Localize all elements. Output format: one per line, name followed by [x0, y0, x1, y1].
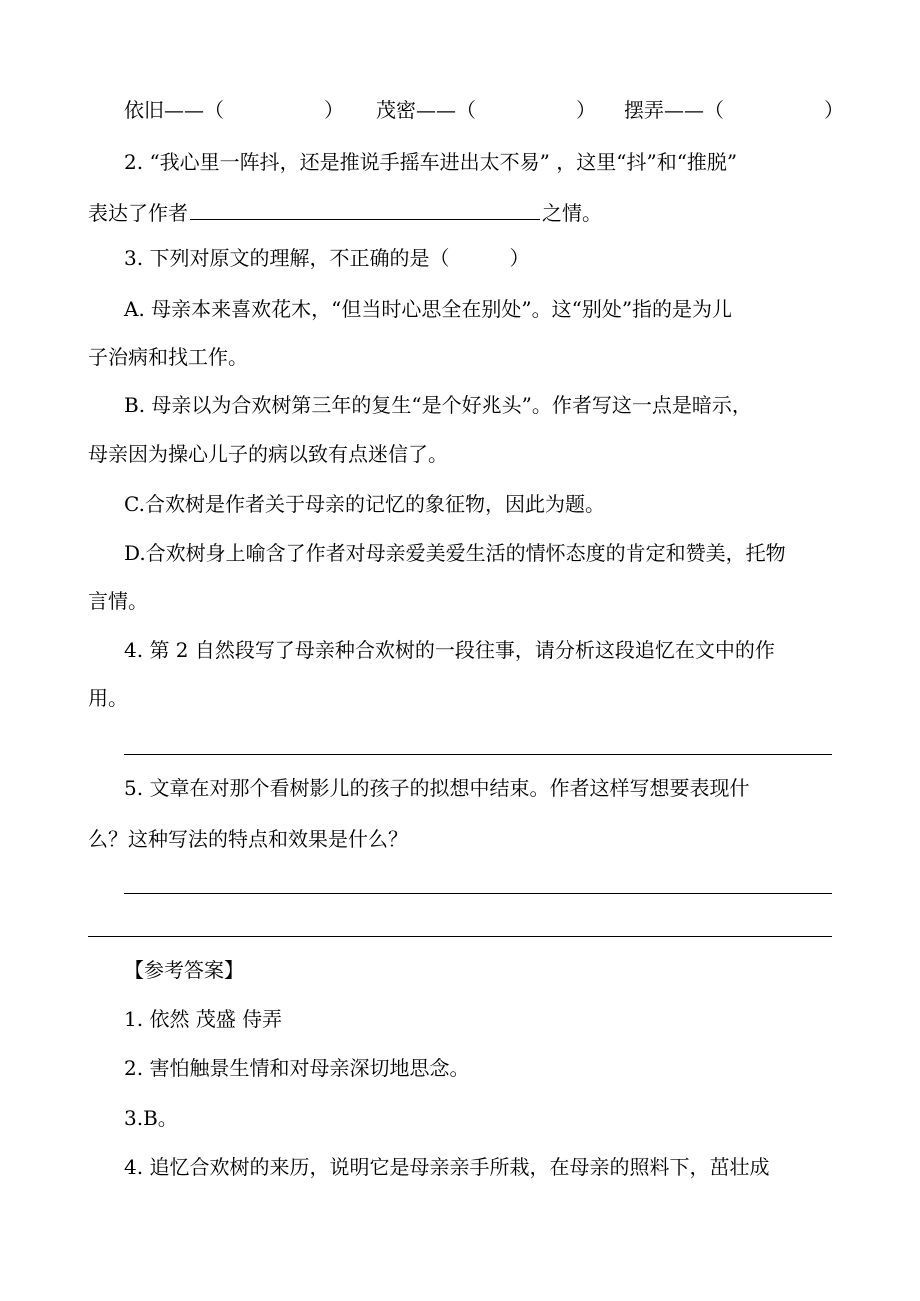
- option-d-line2: 言情。: [88, 589, 148, 613]
- answer-line-q4[interactable]: [124, 754, 832, 755]
- vocab-word: 依旧: [124, 98, 164, 122]
- vocab-word: 茂密: [376, 98, 416, 122]
- question-5-line2: 么？这种写法的特点和效果是什么？: [88, 827, 408, 851]
- option-a-line1: A. 母亲本来喜欢花木，“但当时心思全在别处”。这“别处”指的是为儿: [124, 297, 733, 321]
- answers-heading: 【参考答案】: [124, 958, 244, 982]
- vocab-blank[interactable]: （ ）: [456, 98, 596, 122]
- answer-2: 2. 害怕触景生情和对母亲深切地思念。: [124, 1056, 470, 1080]
- option-c: C.合欢树是作者关于母亲的记忆的象征物，因此为题。: [124, 492, 605, 516]
- answer-4-line1: 4. 追忆合欢树的来历，说明它是母亲亲手所栽，在母亲的照料下，茁壮成: [124, 1155, 770, 1179]
- answer-blank-q2[interactable]: [190, 199, 540, 220]
- vocab-word: 摆弄: [624, 98, 664, 122]
- question-5-line1: 5. 文章在对那个看树影儿的孩子的拟想中结束。作者这样写想要表现什: [124, 776, 750, 800]
- vocab-item: [124, 97, 344, 123]
- vocab-item: [624, 97, 844, 123]
- vocab-dash: ——: [664, 98, 704, 122]
- option-b-line2: 母亲因为操心儿子的病以致有点迷信了。: [88, 442, 448, 466]
- question-4-line2: 用。: [88, 686, 128, 710]
- vocab-dash: ——: [164, 98, 204, 122]
- answer-line-q5[interactable]: [124, 893, 832, 894]
- vocab-item: [376, 97, 596, 123]
- question-3-stem: 3. 下列对原文的理解，不正确的是（ ）: [124, 246, 530, 270]
- vocab-blank[interactable]: （ ）: [204, 98, 344, 122]
- section-divider: [88, 936, 832, 937]
- answer-3: 3.B。: [124, 1106, 178, 1130]
- question-4-line1: 4. 第 2 自然段写了母亲种合欢树的一段往事，请分析这段追忆在文中的作: [124, 638, 775, 662]
- option-a-line2: 子治病和找工作。: [88, 345, 248, 369]
- option-d-line1: D.合欢树身上喻含了作者对母亲爱美爱生活的情怀态度的肯定和赞美，托物: [124, 541, 786, 565]
- question-2-suffix: 之情。: [542, 201, 602, 225]
- vocab-blank[interactable]: （ ）: [704, 98, 844, 122]
- option-b-line1: B. 母亲以为合欢树第三年的复生“是个好兆头”。作者写这一点是暗示，: [124, 393, 752, 417]
- vocab-dash: ——: [416, 98, 456, 122]
- question-2-prefix: 表达了作者: [88, 201, 188, 225]
- question-2-line1: 2. “我心里一阵抖，还是推说手摇车进出太不易” ，这里“抖”和“推脱”: [124, 150, 738, 174]
- answer-1: 1. 依然 茂盛 侍弄: [124, 1007, 283, 1031]
- question-2-line2: [88, 199, 832, 226]
